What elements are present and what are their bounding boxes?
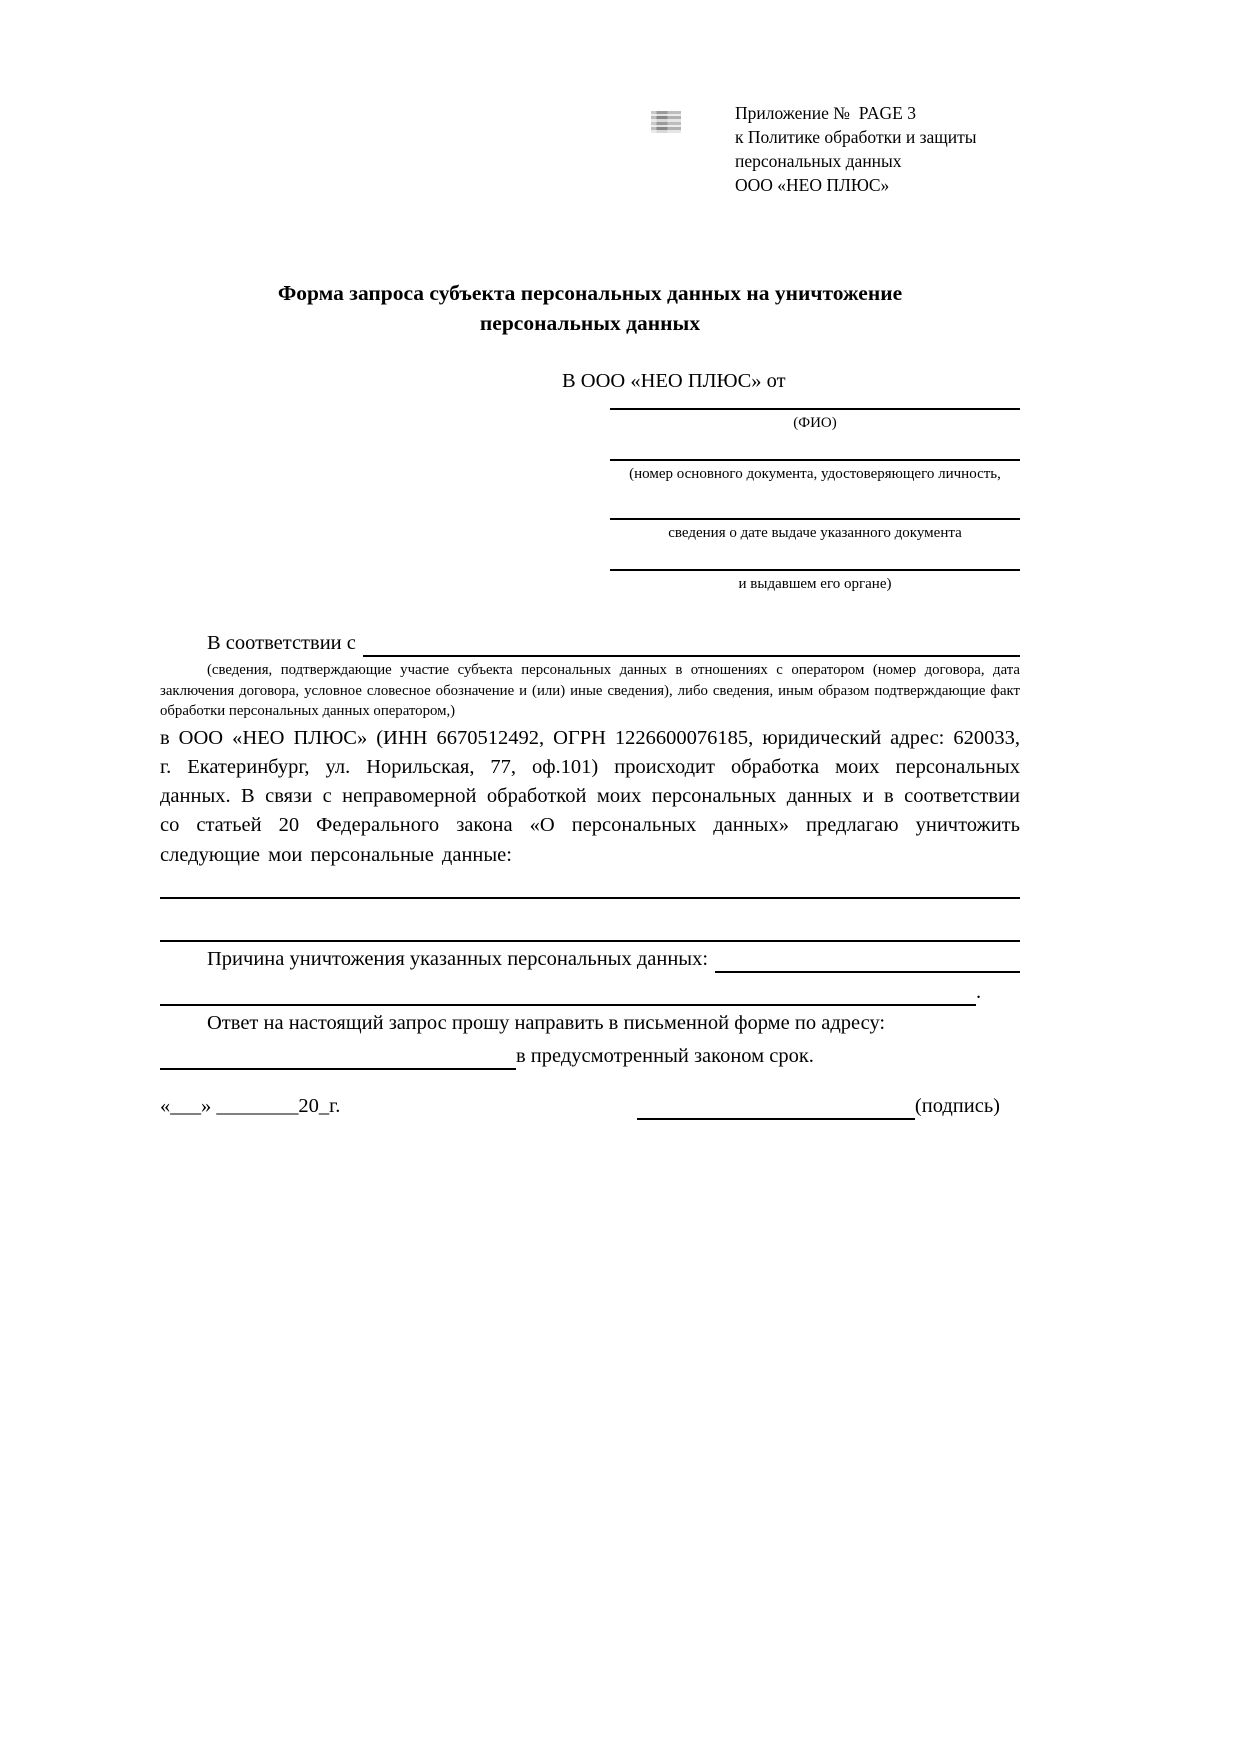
field-document-number xyxy=(610,459,1020,484)
answer-request-line: Ответ на настоящий запрос прошу направить в письменной форме по адресу: xyxy=(207,1011,886,1034)
reason-fill-in-line xyxy=(715,947,1020,973)
applicant-fields xyxy=(610,408,1020,594)
signature-caption: (подпись) xyxy=(914,1094,1000,1117)
document-content xyxy=(160,0,1020,1120)
field-issuing-authority xyxy=(610,569,1020,594)
main-paragraph: в ООО «НЕО ПЛЮС» (ИНН 6670512492, ОГРН 1226600076185, юридический адрес: 620033, г. Екатеринбург, ул. Норильская, 77, оф.101) происходит обработка моих персональных данных. В связи с неправомерной обработкой моих персональных данных и в соответствии со статьей 20 Федерального закона «О персональных данных» предлагаю уничтожить следующие мои персональные данные: xyxy=(160,726,1020,866)
header-company-name: ООО «НЕО ПЛЮС» xyxy=(735,175,890,195)
document-title xyxy=(160,278,1020,338)
data-to-destroy-fill-in-line-2 xyxy=(160,940,1020,942)
reason-continuation-row xyxy=(160,979,1020,1006)
accordance-fill-in-line xyxy=(363,631,1020,657)
field-issue-date xyxy=(610,518,1020,543)
document-number-caption: (номер основного документа, удостоверяющего личность, xyxy=(629,466,1001,482)
field-fio xyxy=(610,408,1020,433)
document-title-line-1: Форма запроса субъекта персональных данных на уничтожение xyxy=(277,281,903,305)
accordance-row xyxy=(160,630,1020,657)
address-row xyxy=(160,1042,1020,1070)
fio-caption: (ФИО) xyxy=(793,415,837,431)
reason-fill-in-line-2 xyxy=(160,980,976,1006)
header-appendix-line: Приложение № PAGE 3 xyxy=(735,103,916,123)
date-signature-row xyxy=(160,1092,1020,1120)
signature-group xyxy=(637,1092,1000,1120)
answer-term-text: в предусмотренный законом срок. xyxy=(516,1044,814,1067)
date-fill-in-text: «___» ________20_г. xyxy=(160,1094,341,1117)
data-to-destroy-fill-in-line-1 xyxy=(160,897,1020,899)
accordance-label: В соответствии с xyxy=(207,632,356,654)
signature-fill-in-line xyxy=(637,1094,915,1120)
addressee-line: В ООО «НЕО ПЛЮС» от xyxy=(562,370,786,392)
header-policy-line-2: персональных данных xyxy=(735,151,902,171)
fine-print-note: (сведения, подтверждающие участие субъекта персональных данных в отношениях с оператором (номер договора, дата заключения договора, условное словесное обозначение и (или) иные сведения), либо сведения, иным образом подтверждающие факт обработки персональных данных оператором,) xyxy=(160,662,1020,719)
issue-date-caption: сведения о дате выдаче указанного документа xyxy=(668,525,962,541)
address-fill-in-line xyxy=(160,1044,516,1070)
issuing-authority-caption: и выдавшем его органе) xyxy=(738,576,892,592)
reason-row xyxy=(160,946,1020,973)
header-policy-line-1: к Политике обработки и защиты xyxy=(735,127,977,147)
reason-label: Причина уничтожения указанных персональных данных: xyxy=(207,947,709,970)
reason-line-terminator: . xyxy=(976,980,982,1003)
document-title-line-2: персональных данных xyxy=(479,311,701,335)
